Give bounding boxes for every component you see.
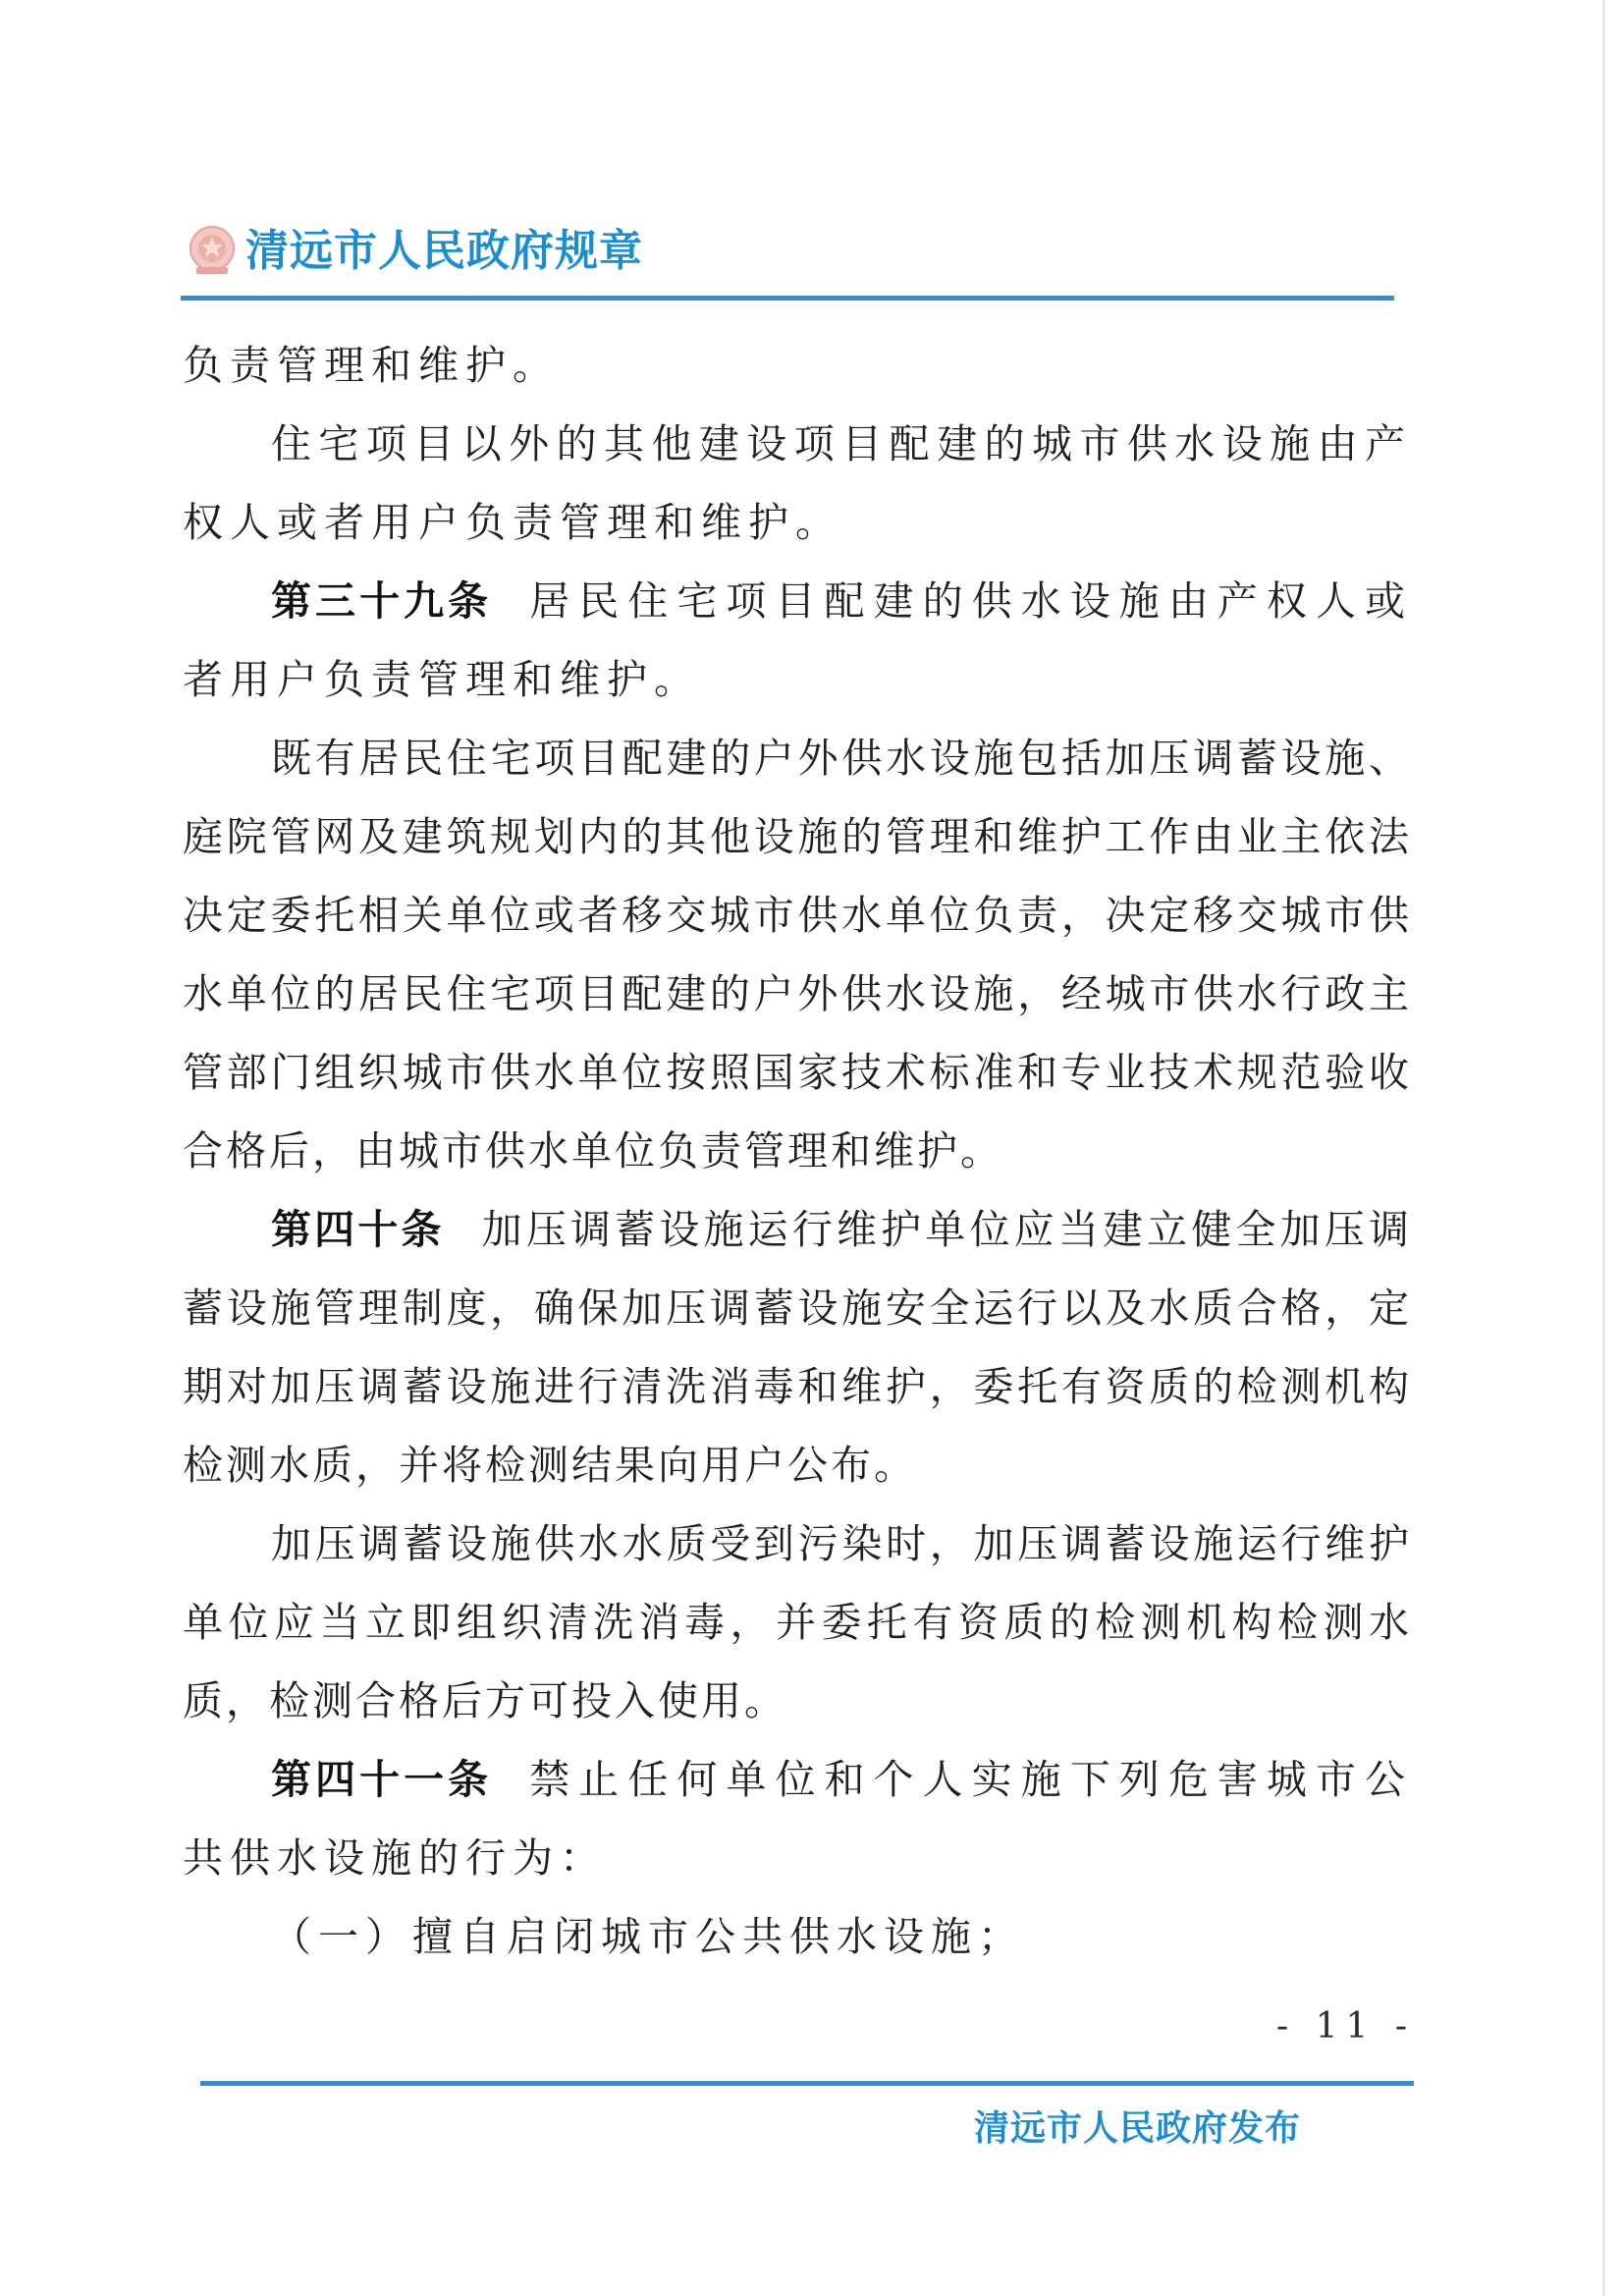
article-text: 加压调蓄设施运行维护单位应当建立健全加压调蓄设施管理制度，确保加压调蓄设施安全运行以及水质合格，定期对加压调蓄设施进行清洗消毒和维护，委托有资质的检测机构检测水质，并将检测结果向用户公布。 [183, 1206, 1413, 1489]
article-heading: 第三十九条 [271, 577, 493, 625]
header-title: 清远市人民政府规章 [245, 226, 643, 276]
scan-edge-shadow [1602, 0, 1605, 2296]
article-40 [183, 1190, 1412, 1504]
footer-divider [200, 2081, 1414, 2086]
article-heading: 第四十条 [271, 1206, 445, 1253]
list-item: （一）擅自启闭城市公共供水设施； [271, 1913, 1025, 1960]
page-number: - 11 - [1276, 2006, 1416, 2047]
article-heading: 第四十一条 [271, 1756, 493, 1803]
document-body [183, 326, 1412, 1976]
paragraph: 既有居民住宅项目配建的户外供水设施包括加压调蓄设施、庭院管网及建筑规划内的其他设施的管理和维护工作由业主依法决定委托相关单位或者移交城市供水单位负责，决定移交城市供水单位的居民住宅项目配建的户外供水设施，经城市供水行政主管部门组织城市供水单位按照国家技术标准和专业技术规范验收合格后，由城市供水单位负责管理和维护。 [183, 735, 1412, 1175]
footer-publisher: 清远市人民政府发布 [974, 2108, 1302, 2149]
header-divider [181, 296, 1394, 301]
article-41 [183, 1740, 1412, 1897]
article-text: 居民住宅项目配建的供水设施由产权人或者用户负责管理和维护。 [183, 577, 1413, 703]
article-text: 禁止任何单位和个人实施下列危害城市公共供水设施的行为： [183, 1756, 1413, 1882]
page-header [187, 218, 1394, 287]
paragraph: 加压调蓄设施供水水质受到污染时，加压调蓄设施运行维护单位应当立即组织清洗消毒，并委托有资质的检测机构检测水质，检测合格后方可投入使用。 [183, 1520, 1412, 1724]
national-emblem-icon [187, 224, 238, 277]
paragraph-continuation: 负责管理和维护。 [183, 342, 560, 389]
paragraph: 住宅项目以外的其他建设项目配建的城市供水设施由产权人或者用户负责管理和维护。 [183, 420, 1412, 546]
article-39 [183, 562, 1412, 719]
